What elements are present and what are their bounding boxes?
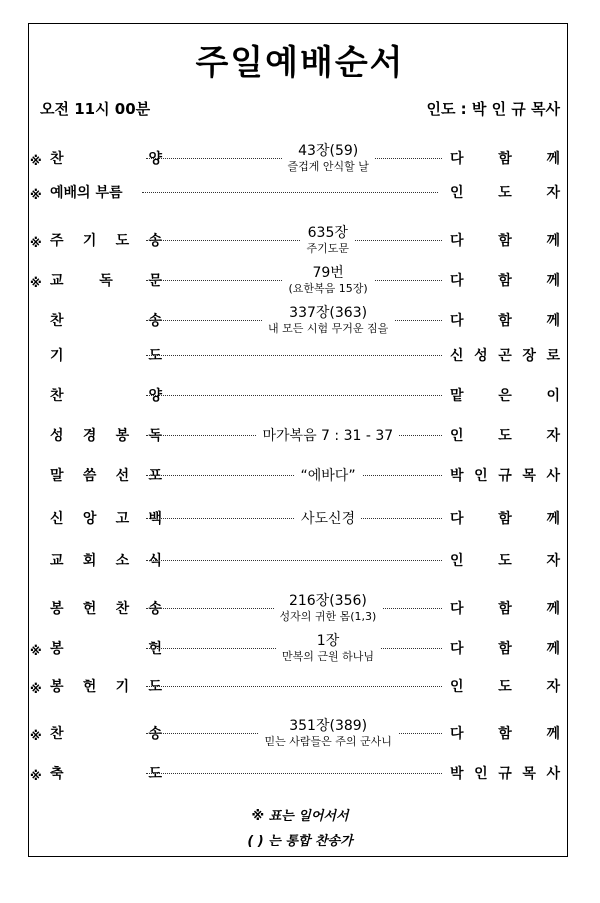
item-main: 43장(59) [298, 143, 359, 159]
item-main: 635장 [307, 225, 348, 241]
service-item [30, 262, 562, 298]
item-label: 봉 헌 찬 송 [50, 601, 162, 617]
item-sub: 즐겁게 안식할 날 [287, 160, 369, 173]
item-content [295, 508, 361, 528]
item-sub: (요한복음 15장) [288, 282, 368, 295]
standing-mark: ※ [30, 769, 42, 783]
item-sub: 내 모든 시험 무거운 짐을 [268, 322, 389, 335]
standing-mark: ※ [30, 682, 42, 696]
standing-mark: ※ [30, 236, 42, 250]
item-person: 인 도 자 [450, 428, 560, 444]
standing-mark: ※ [30, 729, 42, 743]
leader-dots [146, 560, 442, 561]
leader-dots [146, 773, 442, 774]
item-label: 찬 양 [50, 151, 162, 167]
item-sub: 믿는 사람들은 주의 군사니 [264, 735, 392, 748]
service-leader: 인도 : 박 인 규 목사 [426, 100, 560, 118]
item-label: 말 씀 선 포 [50, 468, 162, 484]
item-person: 맡 은 이 [450, 388, 560, 404]
standing-mark: ※ [30, 154, 42, 168]
service-item [30, 385, 562, 421]
item-person: 인 도 자 [450, 553, 560, 569]
item-main: 마가복음 7 : 31 - 37 [262, 428, 394, 444]
item-person: 다 함 께 [450, 273, 560, 289]
item-person: 신 성 곤 장 로 [450, 348, 560, 364]
item-label: 교 회 소 식 [50, 553, 162, 569]
leader-dots [146, 686, 442, 687]
service-item [30, 715, 562, 751]
leader-dots [142, 192, 438, 193]
service-item [30, 630, 562, 666]
item-label: 기 도 [50, 348, 162, 364]
item-person: 다 함 께 [450, 726, 560, 742]
item-main: 1장 [316, 633, 340, 649]
item-person: 인 도 자 [450, 185, 560, 201]
item-person: 다 함 께 [450, 151, 560, 167]
item-content [262, 302, 394, 335]
item-person: 다 함 께 [450, 233, 560, 249]
item-person: 박 인 규 목 사 [450, 468, 560, 484]
item-person: 인 도 자 [450, 679, 560, 695]
item-label: 봉 헌 기 도 [50, 679, 162, 695]
item-main: “에바다” [300, 468, 356, 484]
item-content [301, 222, 356, 255]
item-sub: 만복의 근원 하나님 [282, 650, 375, 663]
item-label: 축 도 [50, 766, 162, 782]
item-label: 찬 송 [50, 313, 162, 329]
item-sub: 성자의 귀한 몸(1,3) [279, 610, 377, 623]
item-label: 교 독 문 [50, 273, 162, 289]
item-label: 찬 송 [50, 726, 162, 742]
item-main: 351장(389) [289, 718, 368, 734]
item-person: 다 함 께 [450, 641, 560, 657]
item-person: 다 함 께 [450, 313, 560, 329]
item-content [295, 465, 362, 485]
service-item [30, 590, 562, 626]
service-item [30, 763, 562, 799]
leader-dots [146, 240, 442, 241]
standing-mark: ※ [30, 276, 42, 290]
service-item [30, 508, 562, 544]
service-item [30, 302, 562, 338]
item-label: 봉 헌 [50, 641, 162, 657]
item-content [274, 590, 383, 623]
service-item [30, 550, 562, 586]
standing-mark: ※ [30, 644, 42, 658]
note-standing: ※ 표는 일어서서 [251, 809, 349, 824]
item-label: 성 경 봉 독 [50, 428, 162, 444]
service-item [30, 140, 562, 176]
leader-dots [146, 395, 442, 396]
standing-mark: ※ [30, 188, 42, 202]
item-label: 예배의 부름 [50, 185, 123, 201]
item-person: 다 함 께 [450, 601, 560, 617]
leader-dots [146, 518, 442, 519]
item-main: 79번 [312, 265, 344, 281]
service-item [30, 345, 562, 381]
leader-dots [146, 355, 442, 356]
item-content [276, 630, 380, 663]
item-main: 216장(356) [288, 593, 367, 609]
service-time: 오전 11시 00분 [40, 100, 151, 118]
item-content [257, 425, 400, 445]
service-item [30, 222, 562, 258]
item-content [259, 715, 398, 748]
item-main: 337장(363) [289, 305, 368, 321]
item-person: 다 함 께 [450, 511, 560, 527]
service-item [30, 465, 562, 501]
item-label: 주 기 도 송 [50, 233, 162, 249]
item-main: 사도신경 [301, 511, 356, 527]
service-item [30, 676, 562, 712]
item-sub: 주기도문 [306, 242, 350, 255]
item-content [283, 262, 374, 295]
service-item [30, 182, 562, 218]
item-label: 신 앙 고 백 [50, 511, 162, 527]
item-label: 찬 양 [50, 388, 162, 404]
item-person: 박 인 규 목 사 [450, 766, 560, 782]
note-hymnal: ( ) 는 통합 찬송가 [247, 834, 353, 849]
item-content [282, 140, 375, 173]
service-item [30, 425, 562, 461]
page-title: 주일예배순서 [195, 43, 405, 83]
